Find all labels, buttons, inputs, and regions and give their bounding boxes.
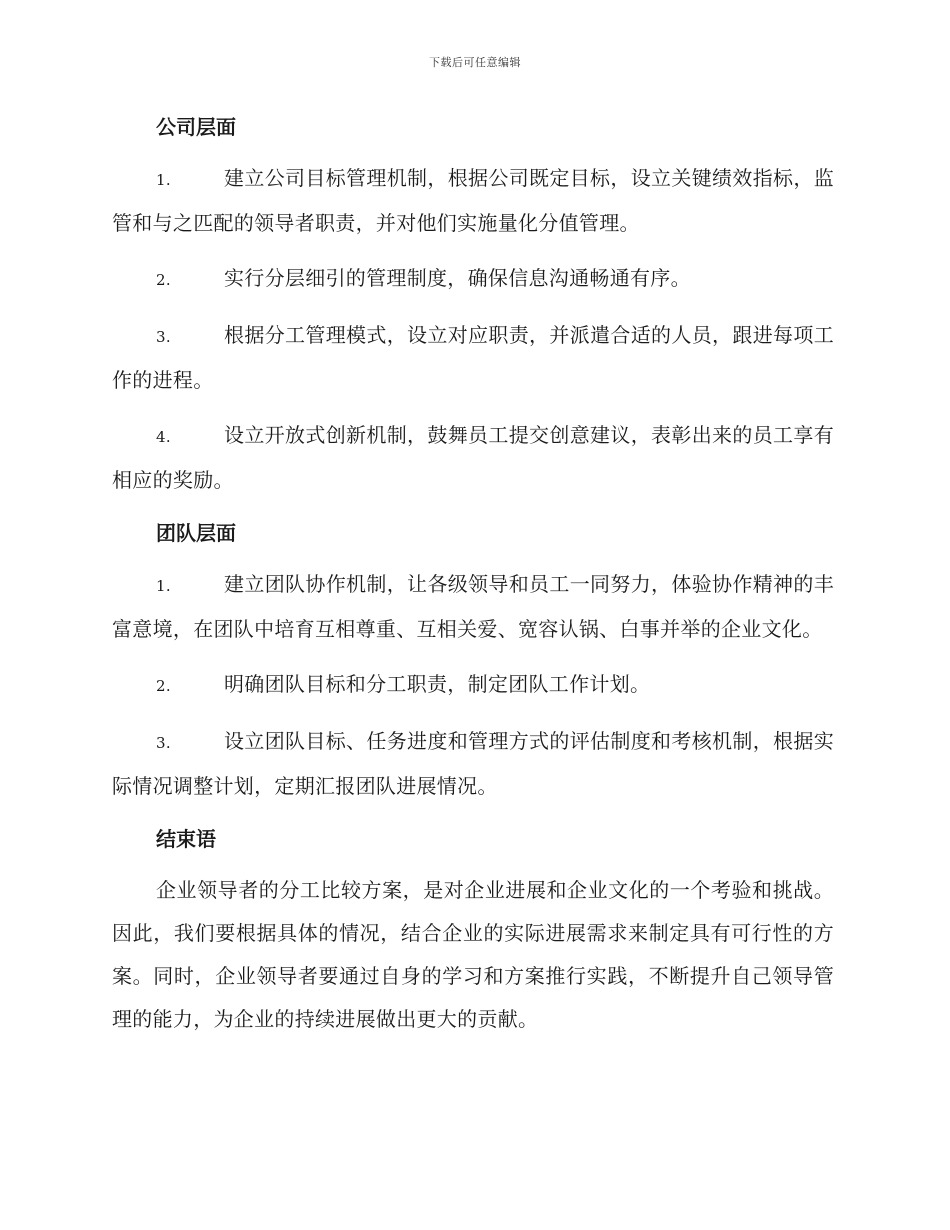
list-item-text: 实行分层细引的管理制度，确保信息沟通畅通有序。 — [224, 266, 691, 290]
list-item — [112, 157, 834, 245]
list-item-number: 4. — [156, 428, 171, 446]
list-item-number: 2. — [156, 677, 171, 695]
section-heading-team: 团队层面 — [156, 521, 236, 545]
list-item — [112, 314, 834, 402]
list-item-text: 根据分工管理模式，设立对应职责，并派遣合适的人员，跟进每项工作的进程。 — [112, 323, 834, 392]
list-item-number: 3. — [156, 734, 171, 752]
conclusion-paragraph: 企业领导者的分工比较方案，是对企业进展和企业文化的一个考验和挑战。因此，我们要根据具体的情况，结合企业的实际进展需求来制定具有可行性的方案。同时，企业领导者要通过自身的学习和方案推行实践，不断提升自己领导管理的能力，为企业的持续进展做出更大的贡献。 — [112, 878, 834, 1031]
list-item-number: 3. — [156, 328, 171, 346]
list-item-number: 1. — [156, 577, 171, 595]
list-item-number: 2. — [156, 271, 171, 289]
list-item — [112, 257, 834, 302]
section-heading-conclusion: 结束语 — [156, 827, 216, 851]
header-note: 下载后可任意编辑 — [429, 56, 521, 69]
list-item — [112, 663, 834, 708]
document-body — [112, 108, 834, 1041]
list-item-text: 建立团队协作机制，让各级领导和员工一同努力，体验协作精神的丰富意境，在团队中培育互相尊重、互相关爱、宽容认锅、白事并举的企业文化。 — [112, 572, 834, 641]
list-item-text: 明确团队目标和分工职责，制定团队工作计划。 — [224, 672, 651, 696]
list-item — [112, 563, 834, 651]
list-item — [112, 720, 834, 808]
list-item — [112, 414, 834, 502]
list-item-text: 设立开放式创新机制，鼓舞员工提交创意建议，表彰出来的员工享有相应的奖励。 — [112, 423, 834, 492]
list-item-number: 1. — [156, 171, 171, 189]
section-heading-company: 公司层面 — [156, 115, 236, 139]
list-item-text: 建立公司目标管理机制，根据公司既定目标，设立关键绩效指标，监管和与之匹配的领导者职责，并对他们实施量化分值管理。 — [112, 166, 834, 235]
list-item-text: 设立团队目标、任务进度和管理方式的评估制度和考核机制，根据实际情况调整计划，定期汇报团队进展情况。 — [112, 729, 834, 798]
